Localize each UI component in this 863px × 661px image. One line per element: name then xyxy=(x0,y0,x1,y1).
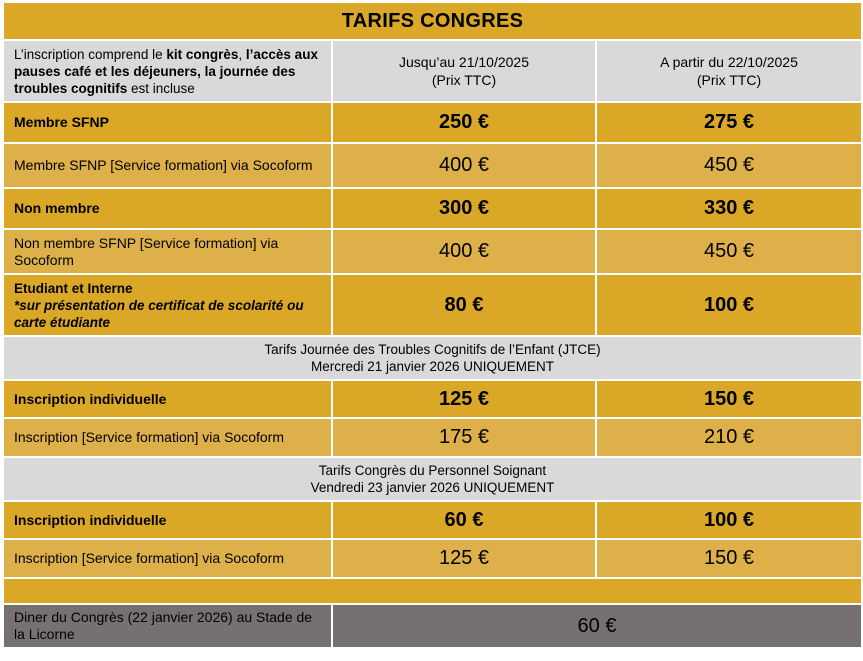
row-label: Inscription individuelle xyxy=(3,501,332,539)
intro-text xyxy=(3,40,332,102)
row-label: Membre SFNP xyxy=(3,102,332,143)
section-date: Vendredi 23 janvier 2026 UNIQUEMENT xyxy=(310,480,555,495)
table-row xyxy=(3,501,862,539)
table-row xyxy=(3,539,862,578)
price-early: 175 € xyxy=(332,418,596,457)
section-header-soignant xyxy=(3,457,862,501)
price-late: 330 € xyxy=(596,188,862,229)
table-row xyxy=(3,102,862,143)
row-label: Inscription individuelle xyxy=(3,380,332,418)
row-label: Non membre SFNP [Service formation] via Socoform xyxy=(3,229,332,274)
price-early: 400 € xyxy=(332,229,596,274)
row-label: Non membre xyxy=(3,188,332,229)
price-late: 275 € xyxy=(596,102,862,143)
row-label-student xyxy=(3,274,332,336)
section-date: Mercredi 21 janvier 2026 UNIQUEMENT xyxy=(310,359,555,374)
table-row xyxy=(3,188,862,229)
intro-part-3: est incluse xyxy=(127,80,195,96)
price-late: 210 € xyxy=(596,418,862,457)
section-title: Tarifs Congrès du Personnel Soignant xyxy=(318,463,547,478)
table-row-diner xyxy=(3,604,862,648)
spacer-row xyxy=(3,578,862,604)
section-title: Tarifs Journée des Troubles Cognitifs de l’Enfant (JTCE) xyxy=(264,342,601,357)
column-header-late-note: (Prix TTC) xyxy=(696,72,762,88)
row-label: Membre SFNP [Service formation] via Socoform xyxy=(3,143,332,188)
table-row xyxy=(3,274,862,336)
row-label: Etudiant et Interne xyxy=(14,280,133,296)
price-late: 450 € xyxy=(596,229,862,274)
price-early: 60 € xyxy=(332,501,596,539)
price-early: 250 € xyxy=(332,102,596,143)
intro-part-1: L’inscription comprend le xyxy=(14,46,167,62)
table-title: TARIFS CONGRES xyxy=(3,2,862,40)
price-late: 100 € xyxy=(596,501,862,539)
intro-bold-2: l’accès aux pauses café et les déjeuners, la journée des troubles cognitifs xyxy=(14,46,318,96)
pricing-table xyxy=(2,1,863,649)
price-late: 450 € xyxy=(596,143,862,188)
column-header-early-date: Jusqu’au 21/10/2025 xyxy=(399,54,529,70)
price-late: 100 € xyxy=(596,274,862,336)
intro-part-2: , xyxy=(238,46,246,62)
price-early: 80 € xyxy=(332,274,596,336)
price-late: 150 € xyxy=(596,539,862,578)
table-row xyxy=(3,143,862,188)
diner-label: Diner du Congrès (22 janvier 2026) au Stade de la Licorne xyxy=(3,604,332,648)
row-label: Inscription [Service formation] via Socoform xyxy=(3,418,332,457)
column-header-early xyxy=(332,40,596,102)
column-header-late xyxy=(596,40,862,102)
row-label: Inscription [Service formation] via Socoform xyxy=(3,539,332,578)
row-note: *sur présentation de certificat de scolarité ou carte étudiante xyxy=(14,297,304,330)
table-row xyxy=(3,380,862,418)
table-row xyxy=(3,418,862,457)
column-header-early-note: (Prix TTC) xyxy=(431,72,497,88)
diner-price: 60 € xyxy=(332,604,862,648)
price-late: 150 € xyxy=(596,380,862,418)
price-early: 300 € xyxy=(332,188,596,229)
price-early: 400 € xyxy=(332,143,596,188)
column-header-late-date: A partir du 22/10/2025 xyxy=(660,54,798,70)
table-row xyxy=(3,229,862,274)
price-early: 125 € xyxy=(332,539,596,578)
section-header-jtce xyxy=(3,336,862,380)
intro-bold-1: kit congrès xyxy=(166,46,239,62)
price-early: 125 € xyxy=(332,380,596,418)
